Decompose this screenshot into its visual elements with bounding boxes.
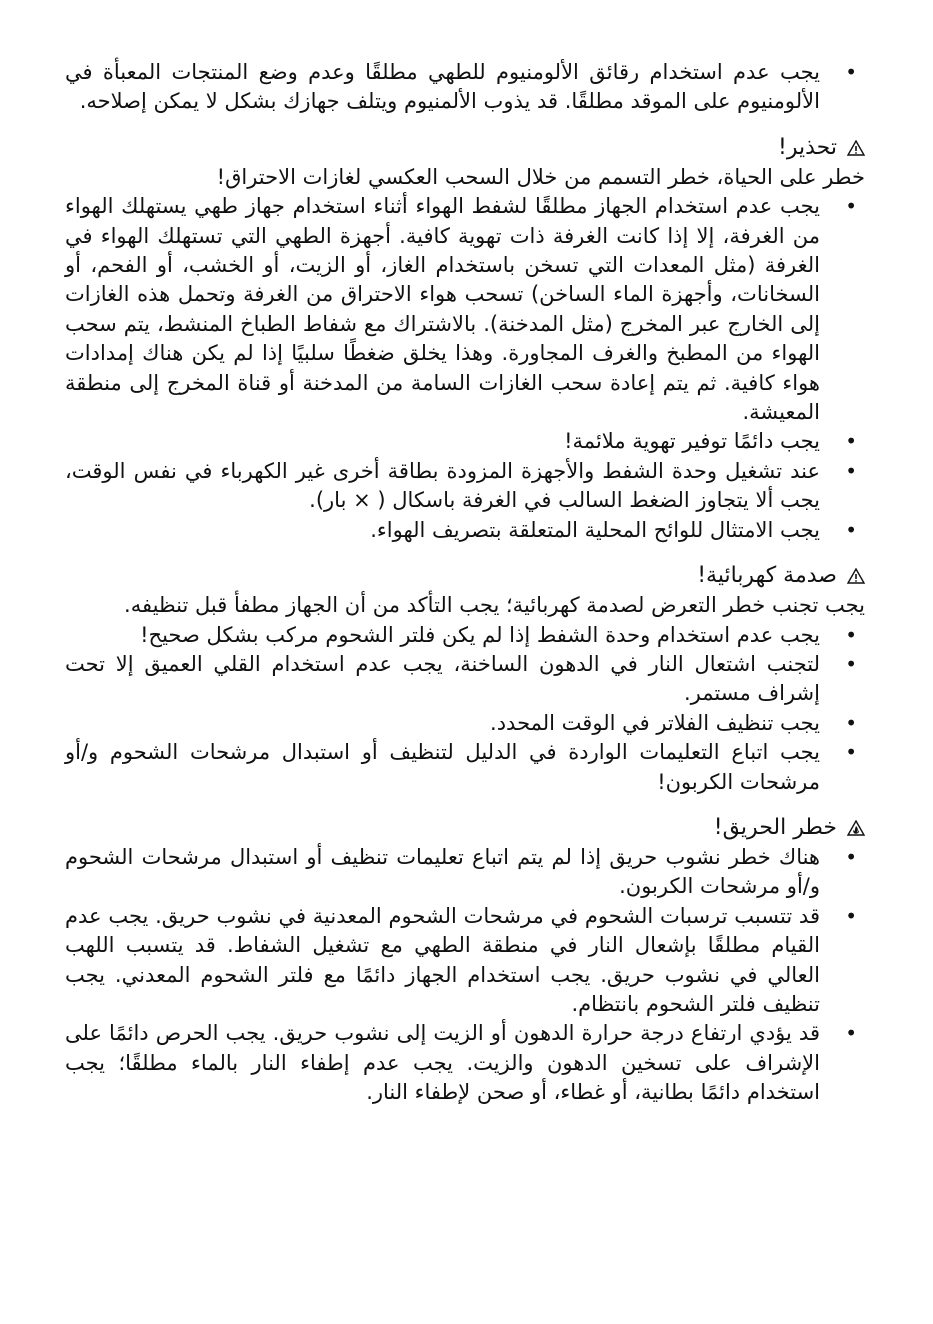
warning-heading (65, 133, 865, 163)
list-item: • عند تشغيل وحدة الشفط والأجهزة المزودة بطاقة أخرى غير الكهرباء في نفس الوقت، يجب ألا يتجاوز الضغط السالب في الغرفة باسكال ( × بار). (65, 457, 865, 516)
list-item: • يجب عدم استخدام وحدة الشفط إذا لم يكن فلتر الشحوم مركب بشكل صحيح! (65, 621, 865, 650)
warning-intro: خطر على الحياة، خطر التسمم من خلال السحب العكسي لغازات الاحتراق! (216, 164, 865, 189)
electric-shock-title: صدمة كهربائية! (697, 563, 837, 589)
electric-shock-intro: يجب تجنب خطر التعرض لصدمة كهربائية؛ يجب التأكد من أن الجهاز مطفأ قبل تنظيفه. (124, 593, 865, 618)
list-item: • قد يؤدي ارتفاع درجة حرارة الدهون أو الزيت إلى نشوب حريق. يجب الحرص دائمًا على الإشراف على تسخين الدهون والزيت. يجب عدم إطفاء النار بالماء مطلقًا؛ يجب استخدام دائمًا بطانية، أو غطاء، أو صحن لإطفاء النار. (65, 1019, 865, 1107)
list-item: • يجب عدم استخدام رقائق الألومنيوم للطهي مطلقًا وعدم وضع المنتجات المعبأة في الألومنيوم على الموقد مطلقًا. قد يذوب الألمنيوم ويتلف جهازك بشكل لا يمكن إصلاحه. (65, 58, 865, 117)
fire-warning-icon (847, 820, 865, 836)
list-item: • هناك خطر نشوب حريق إذا لم يتم اتباع تعليمات تنظيف أو استبدال مرشحات الشحوم و/أو مرشحات الكربون. (65, 843, 865, 902)
intro-list (65, 58, 865, 117)
list-item: • يجب تنظيف الفلاتر في الوقت المحدد. (65, 709, 865, 738)
document-page (65, 58, 865, 1108)
warning-triangle-icon (847, 568, 865, 584)
electric-shock-list (65, 621, 865, 797)
fire-hazard-heading (65, 813, 865, 843)
list-item: • قد تتسبب ترسبات الشحوم في مرشحات الشحوم المعدنية في نشوب حريق. يجب عدم القيام مطلقًا بإشعال النار في منطقة الطهي مع تشغيل الشفاط. قد يتسبب اللهب العالي في نشوب حريق. يجب استخدام الجهاز دائمًا مع فلتر الشحوم المعدني. يجب تنظيف فلتر الشحوم بانتظام. (65, 902, 865, 1020)
electric-shock-heading (65, 561, 865, 591)
fire-hazard-title: خطر الحريق! (713, 814, 837, 840)
list-item: • يجب عدم استخدام الجهاز مطلقًا لشفط الهواء أثناء استخدام جهاز طهي يستهلك الهواء من الغرفة، إلا إذا كانت الغرفة ذات تهوية كافية. أجهزة الطهي التي تستهلك الهواء في الغرفة (مثل المعدات التي تسخن باستخدام الغاز، أو الزيت، أو الخشب، أو الفحم، أو السخانات، وأجهزة الماء الساخن) تسحب هواء الاحتراق من الغرفة وتحمل هذه الغازات إلى الخارج عبر المخرج (مثل المدخنة). بالاشتراك مع شفاط الطباخ المنشط، يتم سحب الهواء من المطبخ والغرف المجاورة. وهذا يخلق ضغطًا سلبيًا إذا لم يكن هناك إمدادات هواء كافية. ثم يتم إعادة سحب الغازات السامة من المدخنة أو قناة المخرج إلى منطقة المعيشة. (65, 192, 865, 427)
list-item: • يجب دائمًا توفير تهوية ملائمة! (65, 427, 865, 456)
list-item: • يجب الامتثال للوائح المحلية المتعلقة بتصريف الهواء. (65, 516, 865, 545)
fire-hazard-list (65, 843, 865, 1108)
warning-triangle-icon (847, 140, 865, 156)
warning-list (65, 192, 865, 545)
list-item: • لتجنب اشتعال النار في الدهون الساخنة، يجب عدم استخدام القلي العميق إلا تحت إشراف مستمر. (65, 650, 865, 709)
warning-title: تحذير! (778, 134, 837, 160)
list-item: • يجب اتباع التعليمات الواردة في الدليل لتنظيف أو استبدال مرشحات الشحوم و/أو مرشحات الكربون! (65, 738, 865, 797)
